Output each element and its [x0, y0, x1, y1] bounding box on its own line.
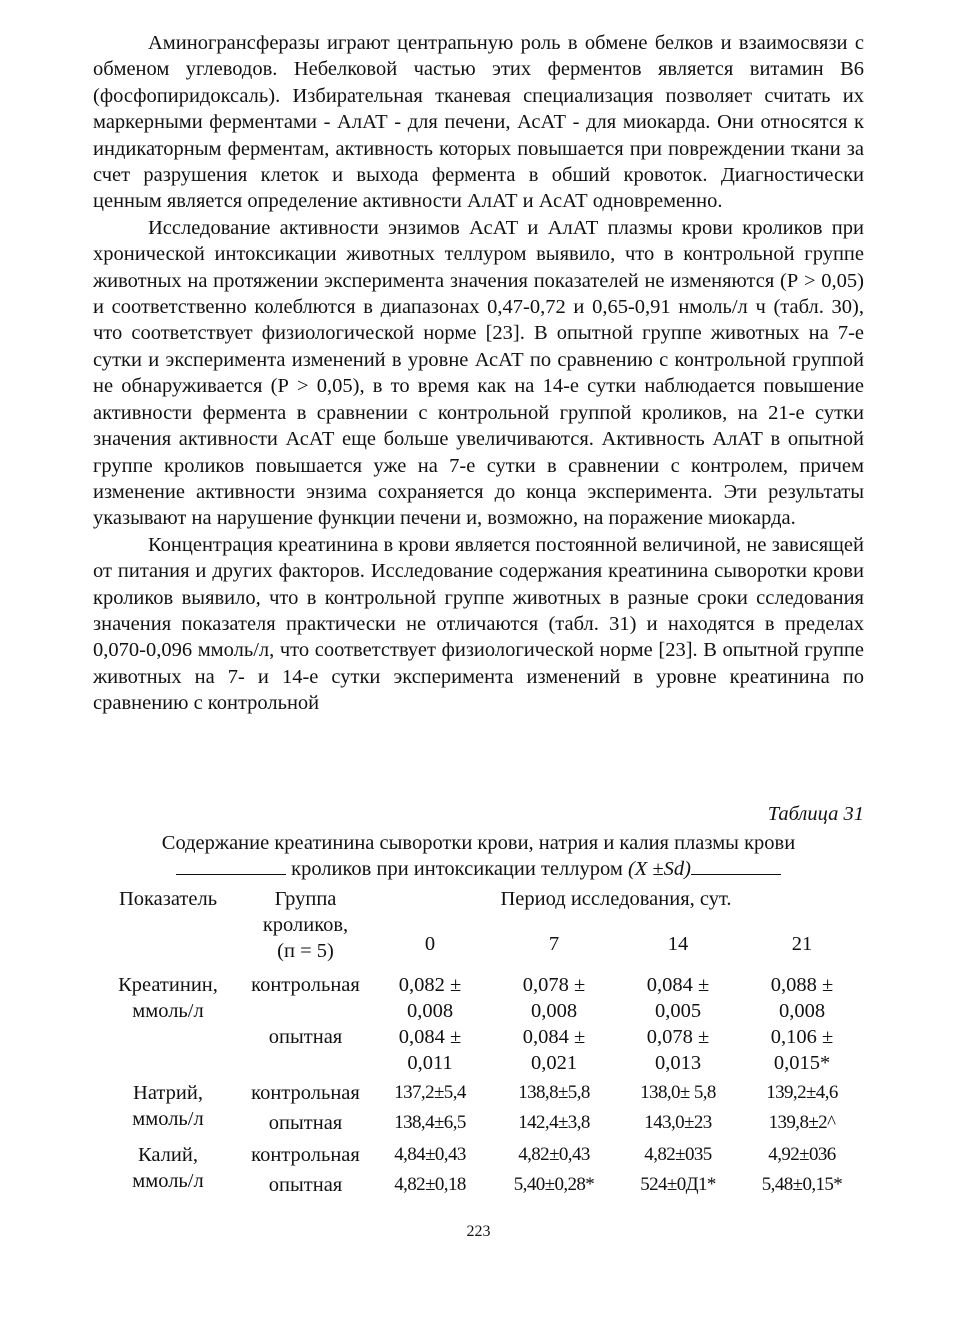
indicator-unit: ммоль/л	[132, 1000, 204, 1022]
row-indicator	[93, 1024, 243, 1076]
cell-sd: 0,008	[406, 1000, 454, 1022]
table-cell: 5,48±0,15*	[761, 1174, 843, 1195]
header-group-line3: (п = 5)	[277, 940, 334, 962]
table-cell	[368, 964, 492, 1024]
cell-sd: 0,011	[407, 1052, 453, 1074]
row-group: контрольная	[251, 1082, 360, 1104]
row-indicator	[93, 964, 243, 1024]
cell-mean: 0,088 ±	[770, 974, 834, 996]
table-cell: 4,82±0,18	[394, 1174, 466, 1195]
table-cell: 137,2±5,4	[394, 1082, 466, 1103]
document-page	[93, 30, 864, 1240]
row-group: контрольная	[251, 974, 360, 996]
cell-mean: 0,106 ±	[770, 1026, 834, 1048]
table-cell	[492, 964, 616, 1024]
table-cell: 4,92±036	[768, 1144, 836, 1165]
cell-mean: 0,084 ±	[522, 1026, 586, 1048]
table-header-row	[93, 886, 864, 917]
paragraph-1: Аминогрансферазы играют центрапьную роль в обмене белков и взаимосвязи с обменом углеводов. Небелковой частью этих ферментов является витамин В6 (фосфопиридоксаль). Избирательная тканевая специализация позволяет считать их маркерными ферментами - АлАТ - для печени, АсАТ - для миокарда. Они относятся к индикаторным ферментам, активность которых повышается при повреждении ткани за счет разрушения клеток и выхода фермента в обший кровоток. Диагностически ценным является определение активности АлАТ и АсАТ одновременно.	[93, 32, 864, 213]
cell-sd: 0,021	[530, 1052, 578, 1074]
table-cell: 4,82±035	[644, 1144, 712, 1165]
table-caption: Таблица 31	[767, 803, 864, 825]
table-cell	[492, 1024, 616, 1076]
table-row	[93, 1106, 864, 1136]
header-group-line2: кроликов,	[262, 914, 349, 936]
cell-mean: 0,078 ±	[522, 974, 586, 996]
table-cell	[740, 964, 864, 1024]
row-indicator: Калий,	[138, 1144, 198, 1166]
paragraph-3: Концентрация креатинина в крови является постоянной величиной, не зависящей от питания и других факторов. Исследование содержания креатинина сыворотки крови кроликов выявило, что в контрольной группе животных в разные сроки сследования значения показателя практически не отличаются (табл. 31) и находятся в пределах 0,070-0,096 ммоль/л, что соответствует физиологической норме [23]. В опытной группе животных на 7- и 14-е сутки эксперимента изменений в уровне креатинина по сравнению с контрольной	[93, 533, 864, 715]
table-row	[93, 1076, 864, 1106]
table-cell: 138,0± 5,8	[640, 1082, 716, 1103]
cell-sd: 0,005	[654, 1000, 702, 1022]
data-table	[93, 886, 864, 1198]
table-cell: 142,4±3,8	[518, 1112, 590, 1133]
table-cell	[368, 1024, 492, 1076]
cell-mean: 0,084 ±	[646, 974, 710, 996]
page-number: 223	[466, 1223, 491, 1240]
row-group: опытная	[268, 1026, 343, 1048]
underline-blank-right	[691, 856, 781, 875]
underline-blank-left	[176, 856, 286, 875]
table-cell: 138,8±5,8	[518, 1082, 590, 1103]
header-period: Период исследования, сут.	[500, 888, 732, 910]
header-group	[243, 886, 368, 964]
table-row	[93, 1136, 864, 1168]
table-row	[93, 1024, 864, 1076]
table-cell	[740, 1024, 864, 1076]
table-cell: 139,2±4,6	[766, 1082, 838, 1103]
row-group: опытная	[268, 1112, 343, 1134]
header-indicator: Показатель	[118, 888, 218, 910]
cell-sd: 0,013	[654, 1052, 702, 1074]
table-cell: 138,4±6,5	[394, 1112, 466, 1133]
header-day: 7	[548, 932, 560, 955]
row-group: опытная	[268, 1174, 343, 1196]
row-indicator: Натрий,	[133, 1082, 203, 1104]
indicator-label: Креатинин,	[118, 974, 218, 996]
table-title-line2	[93, 856, 864, 882]
cell-sd: 0,008	[778, 1000, 826, 1022]
cell-sd: 0,008	[530, 1000, 578, 1022]
header-day: 0	[424, 932, 436, 955]
table-cell: 524±0Д1*	[640, 1174, 716, 1195]
header-day: 21	[791, 932, 813, 955]
cell-sd: 0,015*	[773, 1052, 831, 1074]
header-group-line1: Группа	[274, 888, 337, 910]
table-cell: 4,84±0,43	[394, 1144, 466, 1165]
table-row	[93, 964, 864, 1024]
table-cell	[616, 1024, 740, 1076]
table-title-subject: кроликов при интоксикации теллуром	[291, 858, 623, 881]
table-cell: 143,0±23	[644, 1112, 712, 1133]
row-group: контрольная	[251, 1144, 360, 1166]
table-cell	[616, 964, 740, 1024]
row-indicator: ммоль/л	[132, 1108, 204, 1130]
table-title-line1: Содержание креатинина сыворотки крови, натрия и калия плазмы крови	[161, 832, 796, 854]
cell-mean: 0,084 ±	[398, 1026, 462, 1048]
cell-mean: 0,078 ±	[646, 1026, 710, 1048]
table-row	[93, 1168, 864, 1198]
paragraph-2: Исследование активности энзимов АсАТ и АлАТ плазмы крови кроликов при хронической интоксикации животных теллуром выявило, что в контрольной группе животных на протяжении эксперимента значения показателей не изменяются (Р > 0,05) и соответственно колеблются в диапазонах 0,47-0,72 и 0,65-0,91 нмоль/л ч (табл. 30), что соответствует физиологической норме [23]. В опытной группе животных на 7-е сутки и эксперимента изменений в уровне АсАТ по сравнению с контрольной группой не обнаруживается (Р > 0,05), в то время как на 14-е сутки наблюдается повышение активности фермента в сравнении с контрольной группой кроликов, на 21-е сутки значения активности АсАТ еще больше увеличиваются. Активность АлАТ в опытной группе кроликов повышается уже на 7-е сутки в сравнении с контролем, причем изменение активности энзима сохраняется до конца эксперимента. Эти результаты указывают на нарушение функции печени и, возможно, на поражение миокарда.	[93, 216, 864, 530]
row-indicator: ммоль/л	[132, 1170, 204, 1192]
table-title-stat: (X ±Sd)	[627, 858, 692, 881]
table-title	[93, 830, 864, 883]
table-cell: 139,8±2^	[768, 1112, 836, 1133]
header-day: 14	[667, 932, 689, 955]
table-cell: 5,40±0,28*	[513, 1174, 595, 1195]
table-cell: 4,82±0,43	[518, 1144, 590, 1165]
cell-mean: 0,082 ±	[398, 974, 462, 996]
